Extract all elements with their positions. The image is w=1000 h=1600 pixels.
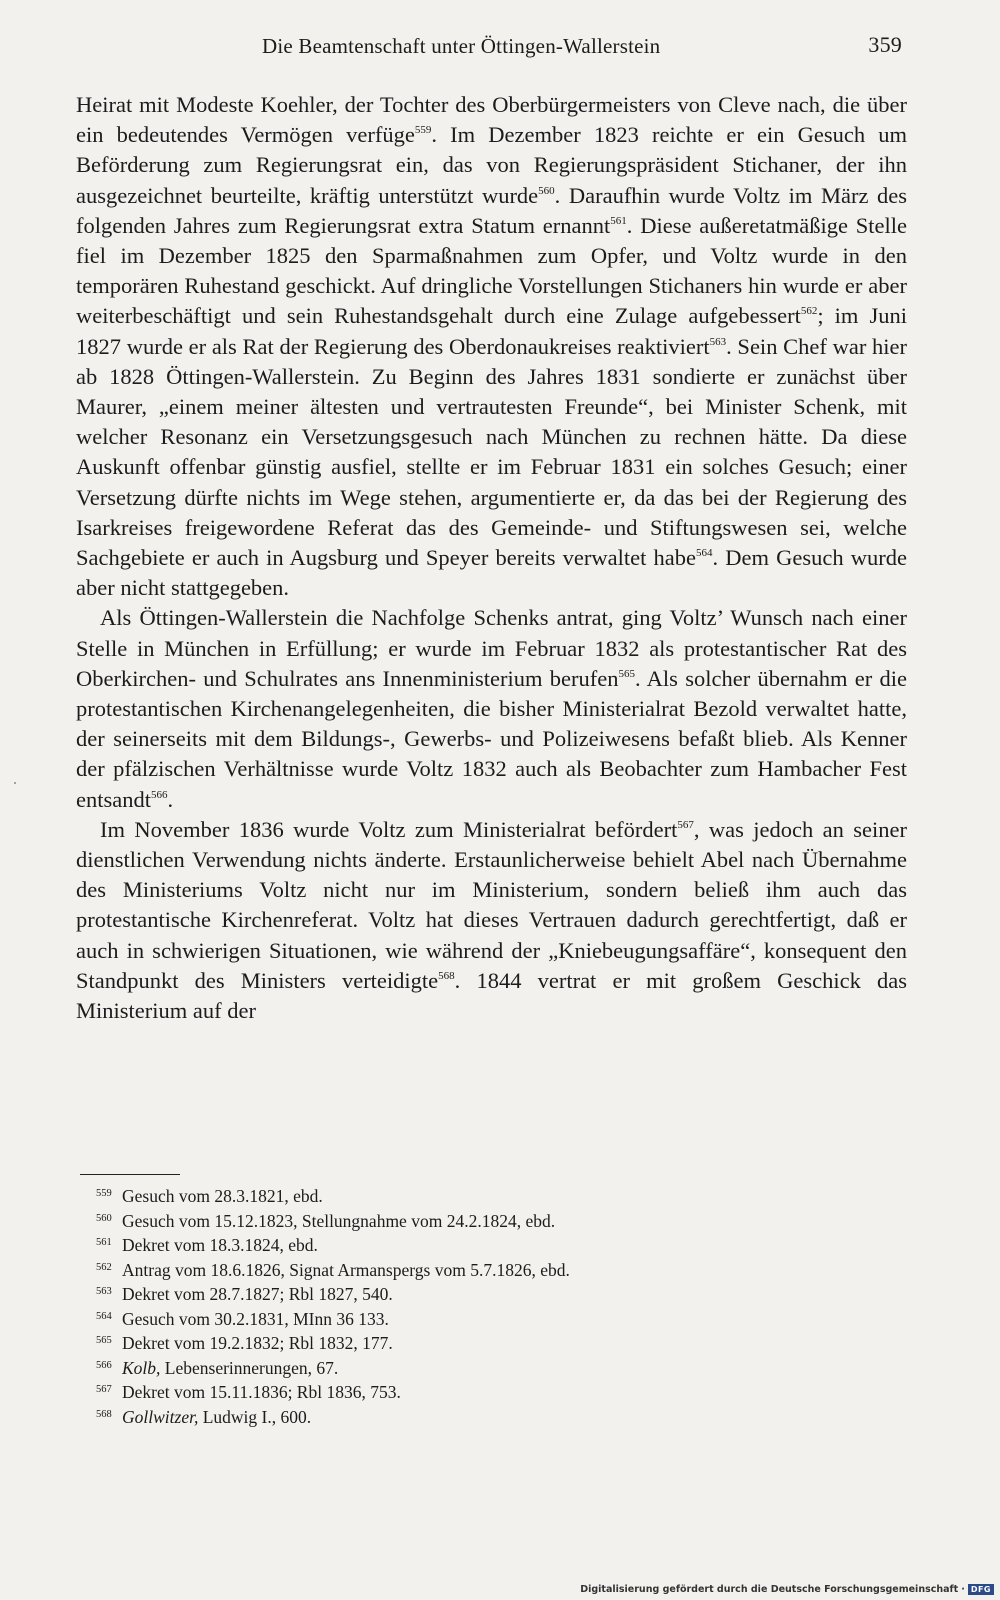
text-run: . Daraufhin wurde Voltz im März des folgenden Jahres zum Regierungsrat extra Statum ernannt bbox=[76, 182, 907, 238]
margin-mark bbox=[14, 782, 16, 784]
footnote-text: Gesuch vom 28.3.1821, ebd. bbox=[122, 1186, 323, 1206]
text-run: ; im Juni 1827 wurde er als Rat der Regierung des Oberdonaukreises reaktiviert bbox=[76, 303, 907, 359]
body-text bbox=[76, 90, 907, 1026]
paragraph bbox=[76, 815, 907, 1026]
footnote-text: Gesuch vom 30.2.1831, MInn 36 133. bbox=[122, 1308, 389, 1329]
text-run: . Im Dezember 1823 reichte er ein Gesuch um Beförderung zum Regierungsrat ein, das von Regierungspräsident Stichaner, der ihn ausgezeichnet beurteilte, kräftig unterstützt wurde bbox=[76, 122, 908, 208]
text-run: . Als solcher übernahm er die protestantischen Kirchenangelegenheiten, die bisher Ministerialrat Bezold verwaltet hatte, der seinerseits mit dem Bildungs-, Gewerbs- und Polizeiwesens befaßt blieb. Als Kenner der pfälzischen Verhältnisse wurde Voltz 1832 auch als Beobachter zum Hambacher Fest entsandt bbox=[76, 665, 907, 812]
footnote-text: Dekret vom 15.11.1836; Rbl 1836, 753. bbox=[122, 1382, 401, 1402]
footnote: 562 Antrag vom 18.6.1826, Signat Armanspergs vom 5.7.1826, ebd. bbox=[96, 1259, 570, 1280]
text-run: Heirat mit Modeste Koehler, der Tochter des Oberbürgermeisters von Cleve nach, die über ein bedeutendes Vermögen verfüge bbox=[76, 92, 907, 148]
page-number: 359 bbox=[868, 32, 902, 57]
footnotes bbox=[96, 1184, 856, 1429]
text-run: . Dem Gesuch wurde aber nicht stattgegeben. bbox=[76, 545, 907, 601]
footnote-ref: 560 bbox=[538, 184, 555, 197]
text-run: , was jedoch an seiner dienstlichen Verwendung nichts änderte. Erstaunlicherweise behielt Abel nach Übernahme des Ministeriums Voltz nicht nur im Ministerium, sondern beließ ihm auch das protestantische Kirchenreferat. Voltz hat dieses Vertrauen dadurch gerechtfertigt, daß er auch in schwierigen Situationen, wie während der „Kniebeugungsaffäre“, konsequent den Standpunkt des Ministers verteidigte bbox=[76, 816, 907, 993]
footnote-text: Gesuch vom 15.12.1823, Stellungnahme vom 24.2.1824, ebd. bbox=[122, 1210, 556, 1231]
footnote: 560 Gesuch vom 15.12.1823, Stellungnahme vom 24.2.1824, ebd. bbox=[96, 1210, 556, 1231]
footnote: 559 Gesuch vom 28.3.1821, ebd. bbox=[96, 1186, 323, 1206]
text-run: . 1844 vertrat er mit großem Geschick das Ministerium auf der bbox=[76, 967, 907, 1024]
banner-separator: · bbox=[961, 1584, 965, 1595]
footnote: 566 Kolb, Lebenserinnerungen, 67. bbox=[96, 1357, 339, 1378]
footnote-ref: 565 bbox=[618, 667, 636, 680]
footnote-text: Lebenserinnerungen, 67. bbox=[160, 1357, 339, 1378]
footnote: 568 Gollwitzer, Ludwig I., 600. bbox=[96, 1406, 312, 1427]
page-header bbox=[76, 30, 902, 64]
text-run: . Diese außeretatmäßige Stelle fiel im Dezember 1825 den Sparmaßnahmen zum Opfer, und Voltz wurde in den temporären Ruhestand geschickt. Auf dringliche Vorstellungen Stichaners hin wurde er aber weiterbeschäftigt und sein Ruhestandsgehalt durch eine Zulage aufgebessert bbox=[76, 212, 907, 329]
footnote: 564 Gesuch vom 30.2.1831, MInn 36 133. bbox=[96, 1308, 389, 1329]
text-run: Im November 1836 wurde Voltz zum Ministerialrat befördert bbox=[100, 816, 678, 842]
footnote-text: Dekret vom 28.7.1827; Rbl 1827, 540. bbox=[122, 1284, 393, 1304]
footnote-text: Ludwig I., 600. bbox=[198, 1406, 312, 1427]
footnote-ref: 567 bbox=[677, 818, 694, 831]
footnote-ref: 563 bbox=[709, 335, 727, 348]
footnote-author: Gollwitzer, bbox=[122, 1406, 199, 1427]
footnote-ref: 561 bbox=[610, 214, 627, 227]
footnote-ref: 559 bbox=[414, 124, 432, 137]
digitization-banner bbox=[580, 1584, 994, 1595]
footnote-text: Antrag vom 18.6.1826, Signat Armanspergs vom 5.7.1826, ebd. bbox=[122, 1259, 570, 1280]
footnote-ref: 566 bbox=[150, 788, 168, 801]
footnote-separator bbox=[80, 1174, 180, 1175]
footnote-ref: 568 bbox=[438, 969, 455, 982]
footnote-ref: 564 bbox=[695, 547, 713, 560]
text-run: Als Öttingen-Wallerstein die Nachfolge Schenks antrat, ging Voltz’ Wunsch nach einer Stelle in München in Erfüllung; er wurde im Februar 1832 als protestantischer Rat des Oberkirchen- und Schulrates ans Innenministerium berufen bbox=[76, 605, 907, 691]
footnote: 567 Dekret vom 15.11.1836; Rbl 1836, 753. bbox=[96, 1382, 401, 1402]
banner-text: Digitalisierung gefördert durch die Deutsche Forschungsgemeinschaft bbox=[580, 1584, 959, 1595]
paragraph bbox=[76, 90, 907, 603]
text-run: . Sein Chef war hier ab 1828 Öttingen-Wallerstein. Zu Beginn des Jahres 1831 sondierte er zunächst über Maurer, „einem meiner ältesten und vertrautesten Freunde“, bei Minister Schenk, mit welcher Resonanz ein Versetzungsgesuch nach München zu rechnen hätte. Da diese Auskunft offenbar günstig ausfiel, stellte er im Februar 1831 ein solches Gesuch; einer Versetzung dürfte nichts im Wege stehen, argumentierte er, da das bei der Regierung des Isarkreises freigewordene Referat das des Gemeinde- und Stiftungswesen sei, welche Sachgebiete er auch in Augsburg und Speyer bereits verwaltet habe bbox=[76, 333, 907, 571]
footnote-author: Kolb, bbox=[122, 1357, 161, 1378]
footnote-ref: 562 bbox=[800, 305, 818, 318]
running-head: Die Beamtenschaft unter Öttingen-Wallerstein bbox=[262, 34, 661, 58]
footnote-text: Dekret vom 19.2.1832; Rbl 1832, 177. bbox=[122, 1333, 393, 1353]
paragraph bbox=[76, 603, 907, 814]
footnote: 565 Dekret vom 19.2.1832; Rbl 1832, 177. bbox=[96, 1333, 393, 1353]
footnote-text: Dekret vom 18.3.1824, ebd. bbox=[122, 1235, 318, 1255]
footnote: 561 Dekret vom 18.3.1824, ebd. bbox=[96, 1235, 318, 1255]
footnote: 563 Dekret vom 28.7.1827; Rbl 1827, 540. bbox=[96, 1284, 393, 1304]
text-run: . bbox=[167, 786, 174, 812]
dfg-logo: DFG bbox=[968, 1584, 994, 1595]
